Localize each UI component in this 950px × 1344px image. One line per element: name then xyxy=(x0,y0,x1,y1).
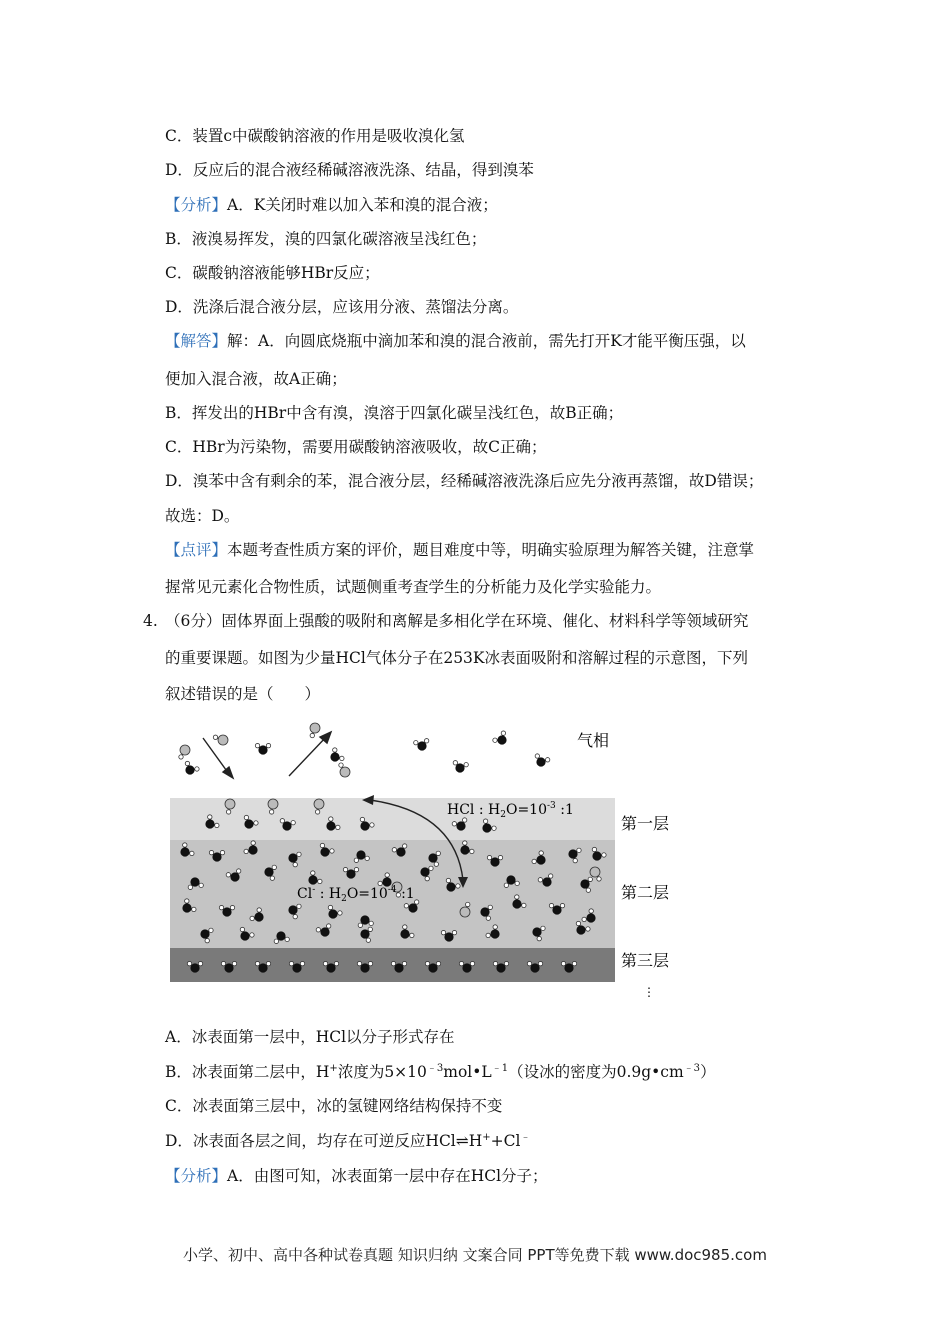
hydrogen-atom xyxy=(515,881,519,885)
oxygen-atom xyxy=(249,846,257,854)
hydrogen-atom xyxy=(452,822,456,826)
oxygen-atom xyxy=(456,764,464,772)
hydrogen-atom xyxy=(452,930,456,934)
oxygen-atom xyxy=(565,964,573,972)
oxygen-atom xyxy=(537,758,545,766)
hydrogen-atom xyxy=(257,908,261,912)
oxygen-atom xyxy=(577,926,585,934)
oxygen-atom xyxy=(361,930,369,938)
oxygen-atom xyxy=(491,930,499,938)
answer-choice-line: 故选：D。 xyxy=(165,507,240,525)
answer-line: 【解答】解：A．向圆底烧瓶中滴加苯和溴的混合液前，需先打开K才能平衡压强，以 xyxy=(165,332,746,350)
hydrogen-atom xyxy=(185,899,189,903)
oxygen-atom xyxy=(457,822,465,830)
chlorine-atom xyxy=(225,799,235,809)
hydrogen-atom xyxy=(378,881,382,885)
hydrogen-atom xyxy=(221,961,225,965)
hydrogen-atom xyxy=(183,843,187,847)
hydrogen-atom xyxy=(272,865,276,869)
option-d-line: D．反应后的混合液经稀碱溶液洗涤、结晶，得到溴苯 xyxy=(165,161,534,179)
oxygen-atom xyxy=(293,964,301,972)
hydrogen-atom xyxy=(589,909,593,913)
hydrogen-atom xyxy=(188,885,192,889)
chlorine-atom xyxy=(340,767,350,777)
oxygen-atom xyxy=(429,854,437,862)
oxygen-atom xyxy=(206,820,214,828)
hydrogen-atom xyxy=(192,907,196,911)
oxygen-atom xyxy=(491,858,499,866)
hydrogen-atom xyxy=(425,876,429,880)
layer-1-label: 第一层 xyxy=(621,814,670,833)
oxygen-atom xyxy=(277,932,285,940)
hydrogen-atom xyxy=(226,810,230,814)
oxygen-atom xyxy=(463,964,471,972)
hydrogen-atom xyxy=(498,855,502,859)
analysis-b-line: B．液溴易挥发，溴的四氯化碳溶液呈浅红色； xyxy=(165,230,487,248)
oxygen-atom xyxy=(533,928,541,936)
question-stem-2: 的重要课题。如图为少量HCl气体分子在253K冰表面吸附和溶解过程的示意图，下列 xyxy=(165,649,749,667)
hydrogen-atom xyxy=(187,961,191,965)
hydrogen-atom xyxy=(424,739,428,743)
oxygen-atom xyxy=(255,913,263,921)
hydrogen-atom xyxy=(385,873,389,877)
hydrogen-atom xyxy=(410,933,414,937)
hydrogen-atom xyxy=(537,936,541,940)
hydrogen-atom xyxy=(466,902,470,906)
hydrogen-atom xyxy=(226,873,230,877)
answer-d-line: D．溴苯中含有剩余的苯，混合液分层，经稀碱溶液洗涤后应先分液再蒸馏，故D错误； xyxy=(165,472,764,490)
hydrogen-atom xyxy=(522,903,526,907)
hydrogen-atom xyxy=(185,761,189,765)
oxygen-atom xyxy=(481,908,489,916)
oxygen-atom xyxy=(587,914,595,922)
hydrogen-atom xyxy=(436,961,440,965)
hydrogen-atom xyxy=(198,961,202,965)
hydrogen-atom xyxy=(366,938,370,942)
hydrogen-atom xyxy=(402,961,406,965)
hydrogen-atom xyxy=(463,841,467,845)
hydrogen-atom xyxy=(195,767,199,771)
hydrogen-atom xyxy=(414,900,418,904)
ratio-layer-1: HCl : $H_2O=10^{-3}$ :1 xyxy=(447,801,574,820)
hydrogen-atom xyxy=(368,927,372,931)
oxygen-atom xyxy=(347,870,355,878)
chlorine-atom xyxy=(590,867,600,877)
hydrogen-atom xyxy=(220,850,224,854)
gas-phase-label: 气相 xyxy=(577,731,610,750)
hydrogen-atom xyxy=(548,874,552,878)
oxygen-atom xyxy=(483,824,491,832)
oxygen-atom xyxy=(543,878,551,886)
arrow-up xyxy=(289,732,331,776)
hydrogen-atom xyxy=(269,810,273,814)
comment-tag: 【点评】 xyxy=(165,541,228,559)
hydrogen-atom xyxy=(425,961,429,965)
question-stem-1: （6分）固体界面上强酸的吸附和离解是多相化学在环境、催化、材料科学等领域研究 xyxy=(165,612,749,630)
option-b: B．冰表面第二层中，H+浓度为$5\times 10^{﹣3}mol•L^{﹣1}$（设冰的密度为$0.9g•cm^{﹣3}$） xyxy=(165,1063,716,1081)
hydrogen-atom xyxy=(330,849,334,853)
oxygen-atom xyxy=(361,916,369,924)
option-c-line: C．装置c中碳酸钠溶液的作用是吸收溴化氢 xyxy=(165,127,465,145)
hydrogen-atom xyxy=(315,810,319,814)
oxygen-atom xyxy=(223,908,231,916)
oxygen-atom xyxy=(183,904,191,912)
answer-tag: 【解答】 xyxy=(165,332,228,350)
chlorine-atom xyxy=(180,745,190,755)
hydrogen-atom xyxy=(365,856,369,860)
analysis-d-line: D．洗涤后混合液分层，应该用分液、蒸馏法分离。 xyxy=(165,298,519,316)
hydrogen-atom xyxy=(403,925,407,929)
layer-2-label: 第二层 xyxy=(621,883,670,902)
option-c: C．冰表面第三层中，冰的氢键网络结构保持不变 xyxy=(165,1097,503,1115)
hydrogen-atom xyxy=(404,904,408,908)
hydrogen-atom xyxy=(504,883,508,887)
oxygen-atom xyxy=(259,964,267,972)
oxygen-atom xyxy=(321,848,329,856)
oxygen-atom xyxy=(259,746,267,754)
analysis-final-line: 【分析】A．由图可知，冰表面第一层中存在HCl分子； xyxy=(165,1167,548,1185)
hydrogen-atom xyxy=(441,930,445,934)
hydrogen-atom xyxy=(483,819,487,823)
oxygen-atom xyxy=(331,753,339,761)
oxygen-atom xyxy=(531,964,539,972)
oxygen-atom xyxy=(507,876,515,884)
hydrogen-atom xyxy=(572,961,576,965)
oxygen-atom xyxy=(361,964,369,972)
hydrogen-atom xyxy=(370,823,374,827)
oxygen-atom xyxy=(289,854,297,862)
hydrogen-atom xyxy=(586,888,590,892)
ratio-layer-2: Cl- : $H_2O=10^{-4}$ :1 xyxy=(297,885,415,904)
hydrogen-atom xyxy=(549,903,553,907)
hydrogen-atom xyxy=(232,961,236,965)
hydrogen-atom xyxy=(368,961,372,965)
analysis-final-tag: 【分析】 xyxy=(165,1167,228,1185)
hydrogen-atom xyxy=(254,821,258,825)
hydrogen-atom xyxy=(236,869,240,873)
hydrogen-atom xyxy=(274,939,278,943)
hydrogen-atom xyxy=(266,743,270,747)
oxygen-atom xyxy=(445,933,453,941)
hydrogen-atom xyxy=(545,758,549,762)
oxygen-atom xyxy=(421,868,429,876)
oxygen-atom xyxy=(265,868,273,876)
oxygen-atom xyxy=(401,930,409,938)
oxygen-atom xyxy=(309,876,317,884)
hydrogen-atom xyxy=(329,817,333,821)
page-footer: 小学、初中、高中各种试卷真题 知识归纳 文案合同 PPT等免费下载 www.doc985.com xyxy=(183,1246,767,1264)
oxygen-atom xyxy=(327,822,335,830)
hydrogen-atom xyxy=(488,905,492,909)
hydrogen-atom xyxy=(270,876,274,880)
analysis-line: 【分析】A．K关闭时难以加入苯和溴的混合液； xyxy=(165,196,498,214)
oxygen-atom xyxy=(321,928,329,936)
hydrogen-atom xyxy=(297,852,301,856)
hydrogen-atom xyxy=(459,961,463,965)
hydrogen-atom xyxy=(244,849,248,853)
hydrogen-atom xyxy=(285,937,289,941)
hydrogen-atom xyxy=(402,844,406,848)
chlorine-atom xyxy=(268,799,278,809)
hydrogen-atom xyxy=(311,871,315,875)
hydrogen-atom xyxy=(541,926,545,930)
hydrogen-atom xyxy=(291,820,295,824)
hydrogen-atom xyxy=(434,862,438,866)
hydrogen-atom xyxy=(289,961,293,965)
hydrogen-atom xyxy=(354,867,358,871)
oxygen-atom xyxy=(245,820,253,828)
hydrogen-atom xyxy=(493,738,497,742)
hydrogen-atom xyxy=(493,961,497,965)
hydrogen-atom xyxy=(318,879,322,883)
hydrogen-atom xyxy=(560,903,564,907)
oxygen-atom xyxy=(289,906,297,914)
oxygen-atom xyxy=(283,822,291,830)
hydrogen-atom xyxy=(538,878,542,882)
oxygen-atom xyxy=(357,851,365,859)
oxygen-atom xyxy=(327,964,335,972)
hydrogen-atom xyxy=(320,843,324,847)
hydrogen-atom xyxy=(577,848,581,852)
hydrogen-atom xyxy=(215,823,219,827)
hydrogen-atom xyxy=(561,961,565,965)
hydrogen-atom xyxy=(230,905,234,909)
hydrogen-atom xyxy=(582,917,586,921)
analysis-tag: 【分析】 xyxy=(165,196,228,214)
layer-3-label: 第三层 xyxy=(621,951,670,970)
hydrogen-atom xyxy=(492,826,496,830)
oxygen-atom xyxy=(201,930,209,938)
oxygen-atom xyxy=(181,848,189,856)
hydrogen-atom xyxy=(592,847,596,851)
oxygen-atom xyxy=(581,880,589,888)
hydrogen-atom xyxy=(179,755,183,759)
hydrogen-atom xyxy=(358,923,362,927)
hydrogen-atom xyxy=(280,819,284,823)
hydrogen-atom xyxy=(539,851,543,855)
hydrogen-atom xyxy=(334,961,338,965)
hydrogen-atom xyxy=(573,858,577,862)
chlorine-atom xyxy=(310,723,320,733)
hydrogen-atom xyxy=(219,905,223,909)
hydrogen-atom xyxy=(470,961,474,965)
hydrogen-atom xyxy=(251,841,255,845)
hydrogen-atom xyxy=(486,933,490,937)
hydrogen-atom xyxy=(208,815,212,819)
hydrogen-atom xyxy=(205,938,209,942)
oxygen-atom xyxy=(553,906,561,914)
oxygen-atom xyxy=(513,900,521,908)
comment-line-2: 握常见元素化合物性质，试题侧重考查学生的分析能力及化学实验能力。 xyxy=(165,578,662,596)
hydrogen-atom xyxy=(255,961,259,965)
oxygen-atom xyxy=(231,873,239,881)
hydrogen-atom xyxy=(209,928,213,932)
hydrogen-atom xyxy=(602,853,606,857)
hydrogen-atom xyxy=(369,921,373,925)
arrow-down xyxy=(203,738,233,778)
answer-b-line: B．挥发出的HBr中含有溴，溴溶于四氯化碳呈浅红色，故B正确； xyxy=(165,404,624,422)
oxygen-atom xyxy=(429,964,437,972)
oxygen-atom xyxy=(191,964,199,972)
oxygen-atom xyxy=(497,964,505,972)
hydrogen-atom xyxy=(343,867,347,871)
question-number: 4. xyxy=(143,612,158,630)
hydrogen-atom xyxy=(323,961,327,965)
hydrogen-atom xyxy=(464,762,468,766)
vertical-ellipsis: ⋮ xyxy=(643,985,655,999)
hydrogen-atom xyxy=(527,961,531,965)
hydrogen-atom xyxy=(414,740,418,744)
oxygen-atom xyxy=(447,883,455,891)
hydrogen-atom xyxy=(586,927,590,931)
hydrogen-atom xyxy=(532,859,536,863)
hydrogen-atom xyxy=(293,914,297,918)
hydrogen-atom xyxy=(213,735,217,739)
hydrogen-atom xyxy=(190,851,194,855)
hydrogen-atom xyxy=(486,916,490,920)
oxygen-atom xyxy=(461,846,469,854)
hydrogen-atom xyxy=(250,933,254,937)
hydrogen-atom xyxy=(501,731,505,735)
oxygen-atom xyxy=(225,964,233,972)
hydrogen-atom xyxy=(576,921,580,925)
option-a: A．冰表面第一层中，HCl以分子形式存在 xyxy=(165,1028,455,1046)
oxygen-atom xyxy=(593,852,601,860)
hydrogen-atom xyxy=(336,825,340,829)
analysis-c-line: C．碳酸钠溶液能够HBr反应； xyxy=(165,264,380,282)
hydrogen-atom xyxy=(310,733,314,737)
hydrogen-atom xyxy=(250,916,254,920)
hydrogen-atom xyxy=(504,961,508,965)
hydrogen-atom xyxy=(453,761,457,765)
hydrogen-atom xyxy=(297,904,301,908)
oxygen-atom xyxy=(418,742,426,750)
hydrogen-atom xyxy=(429,866,433,870)
oxygen-atom xyxy=(186,766,194,774)
answer-c-line: C．HBr为污染物，需要用碳酸钠溶液吸收，故C正确； xyxy=(165,438,547,456)
hydrogen-atom xyxy=(487,855,491,859)
hydrogen-atom xyxy=(326,924,330,928)
hydrogen-atom xyxy=(493,925,497,929)
chlorine-atom xyxy=(460,907,470,917)
hydrogen-atom xyxy=(209,850,213,854)
chlorine-atom xyxy=(218,735,228,745)
oxygen-atom xyxy=(397,848,405,856)
hydrogen-atom xyxy=(293,862,297,866)
hydrogen-atom xyxy=(199,883,203,887)
oxygen-atom xyxy=(537,856,545,864)
oxygen-atom xyxy=(498,736,506,744)
oxygen-atom xyxy=(241,932,249,940)
oxygen-atom xyxy=(329,910,337,918)
hydrogen-atom xyxy=(597,877,601,881)
hydrogen-atom xyxy=(360,817,364,821)
hydrogen-atom xyxy=(328,905,332,909)
oxygen-atom xyxy=(409,904,417,912)
hydrogen-atom xyxy=(588,877,592,881)
hydrogen-atom xyxy=(340,756,344,760)
hydrogen-atom xyxy=(392,848,396,852)
hydrogen-atom xyxy=(462,818,466,822)
hydrogen-atom xyxy=(316,928,320,932)
hydrogen-atom xyxy=(446,878,450,882)
oxygen-atom xyxy=(191,878,199,886)
oxygen-atom xyxy=(213,853,221,861)
hydrogen-atom xyxy=(357,961,361,965)
hydrogen-atom xyxy=(456,884,460,888)
hydrogen-atom xyxy=(354,858,358,862)
hydrogen-atom xyxy=(339,763,343,767)
hydrogen-atom xyxy=(266,961,270,965)
hydrogen-atom xyxy=(470,849,474,853)
oxygen-atom xyxy=(569,850,577,858)
hydrogen-atom xyxy=(538,961,542,965)
answer-line-2: 便加入混合液，故A正确； xyxy=(165,370,347,388)
hydrogen-atom xyxy=(436,851,440,855)
comment-line: 【点评】本题考查性质方案的评价，题目难度中等，明确实验原理为解答关键，注意掌 xyxy=(165,541,755,559)
hcl-ice-adsorption-figure xyxy=(165,712,685,1002)
hydrogen-atom xyxy=(338,911,342,915)
chlorine-atom xyxy=(314,799,324,809)
hydrogen-atom xyxy=(391,961,395,965)
question-stem-3: 叙述错误的是（ ） xyxy=(165,685,321,703)
hydrogen-atom xyxy=(333,748,337,752)
oxygen-atom xyxy=(361,822,369,830)
hydrogen-atom xyxy=(255,743,259,747)
hydrogen-atom xyxy=(240,927,244,931)
hydrogen-atom xyxy=(515,895,519,899)
oxygen-atom xyxy=(395,964,403,972)
option-d: D．冰表面各层之间，均存在可逆反应HCl⇌H++Cl﹣ xyxy=(165,1132,531,1150)
hydrogen-atom xyxy=(535,754,539,758)
hydrogen-atom xyxy=(244,815,248,819)
hydrogen-atom xyxy=(300,961,304,965)
